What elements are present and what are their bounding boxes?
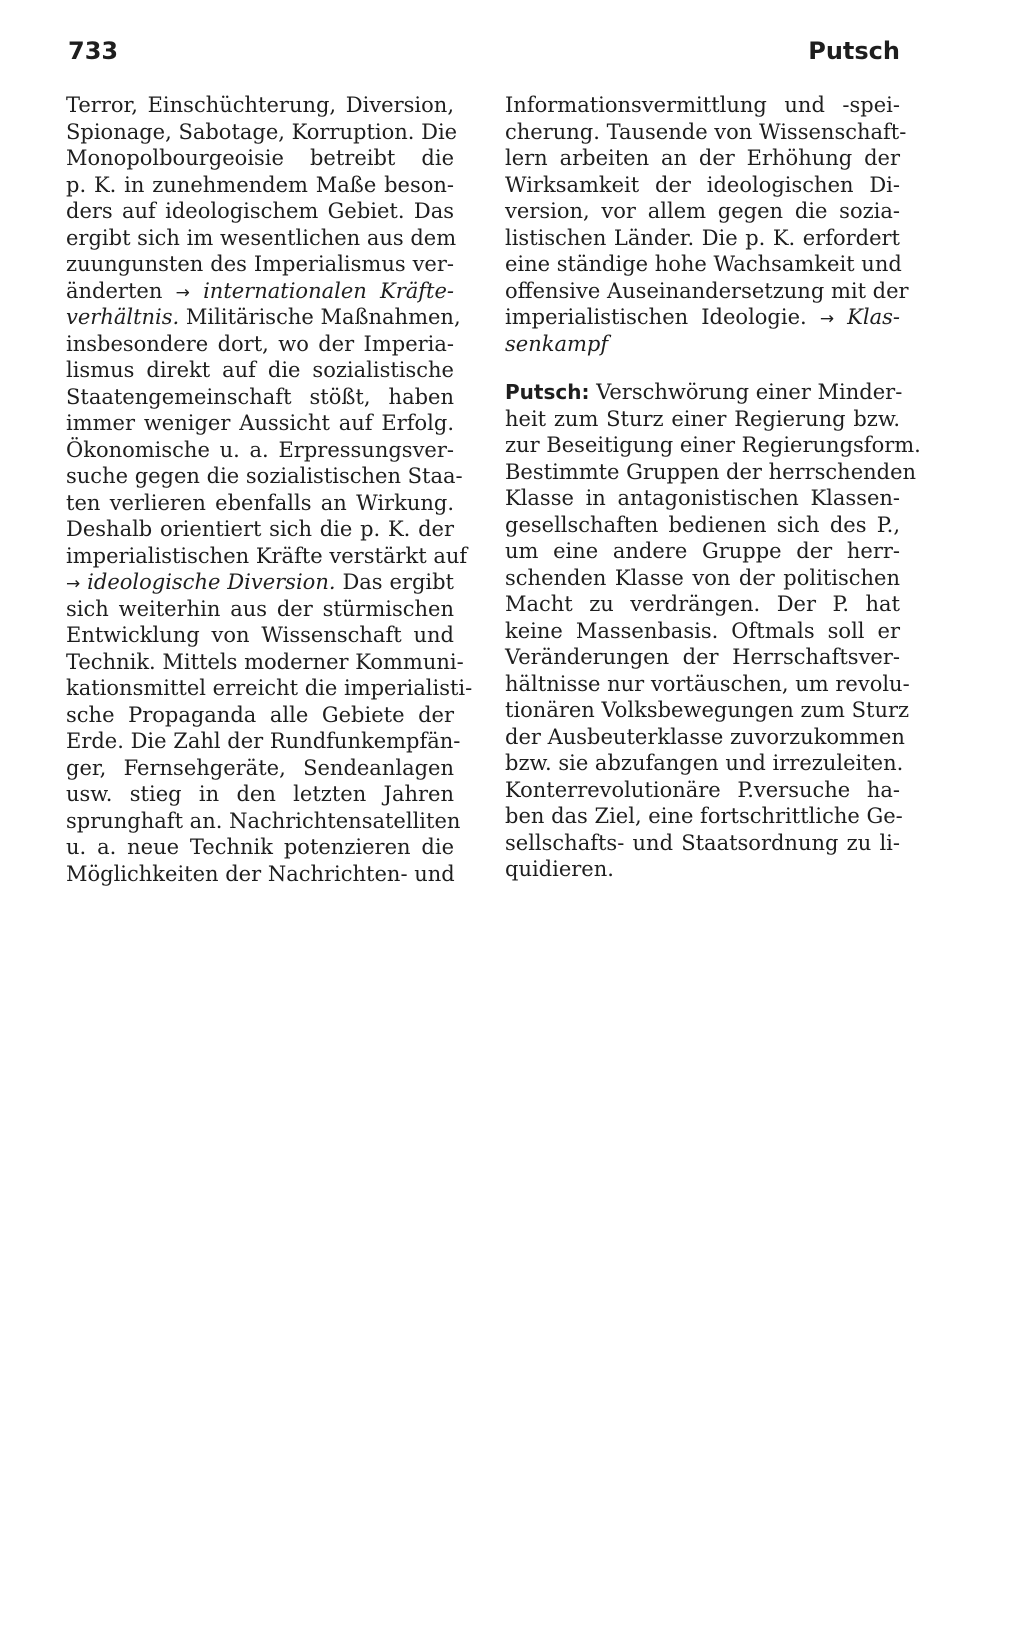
dictionary-entry-putsch (505, 379, 921, 883)
arrow-right-icon: → (66, 574, 81, 594)
text-line: gesellschaften bedienen sich des P., (505, 512, 900, 537)
text-line: ten verlieren ebenfalls an Wirkung. (66, 490, 454, 515)
text-line (66, 278, 454, 305)
text-line: Spionage, Sabotage, Korruption. Die (66, 119, 458, 144)
text-line: bzw. sie abzufangen und irrezuleiten. (505, 751, 904, 775)
text-line: u. a. neue Technik potenzieren die (66, 835, 454, 859)
text-line: Macht zu verdrängen. Der P. hat (505, 592, 900, 616)
text-line (505, 331, 900, 358)
arrow-right-icon: → (175, 282, 190, 303)
text-line: zuungunsten des Imperialismus ver- (66, 252, 454, 276)
text-line: lern arbeiten an der Erhöhung der (505, 146, 900, 170)
page-number: 733 (68, 37, 119, 65)
text-line: Terror, Einschüchterung, Diversion, (66, 93, 454, 117)
text-line: Entwicklung von Wissenschaft und (66, 623, 454, 647)
arrow-right-icon: → (819, 309, 835, 329)
text-line: Bestimmte Gruppen der herrschenden (505, 459, 917, 484)
text-line: listischen Länder. Die p. K. erfordert (505, 225, 900, 250)
entry-first-line (505, 379, 903, 406)
text-line: ergibt sich im wesentlichen aus dem (66, 225, 457, 250)
text-line: insbesondere dort, wo der Imperia- (66, 331, 454, 356)
text-line: ders auf ideologischem Gebiet. Das (66, 199, 454, 223)
text-line: heit zum Sturz einer Regierung bzw. (505, 406, 900, 431)
text-line: Möglichkeiten der Nachrichten- und (66, 861, 455, 886)
text-line: p. K. in zunehmendem Maße beson- (66, 172, 454, 197)
text-line: sche Propaganda alle Gebiete der (66, 702, 454, 727)
text-fragment: Verschwörung einer Minder- (596, 380, 903, 404)
text-line: cherung. Tausende von Wissenschaft- (505, 119, 907, 144)
text-fragment: Militärische Maßnahmen, (185, 305, 461, 329)
entry-lemma: Putsch: (505, 380, 590, 404)
running-head: Putsch (808, 37, 900, 65)
text-line: lismus direkt auf die sozialistische (66, 358, 454, 382)
text-line: Deshalb orientiert sich die p. K. der (66, 517, 454, 541)
right-column (505, 92, 921, 883)
text-line: keine Massenbasis. Oftmals soll er (505, 618, 900, 643)
text-line: version, vor allem gegen die sozia- (505, 199, 900, 223)
text-line: hältnisse nur vortäuschen, um revolu- (505, 671, 910, 696)
cross-reference-link[interactable]: ideologische Diversion. (87, 570, 336, 594)
text-line: ger, Fernsehgeräte, Sendeanlagen (66, 755, 454, 780)
text-fragment: änderten (66, 278, 163, 303)
text-line: schenden Klasse von der politischen (505, 565, 900, 590)
text-line: Staatengemeinschaft stößt, haben (66, 384, 454, 409)
text-line: quidieren. (505, 857, 614, 881)
text-line: sprunghaft an. Nachrichtensatelliten (66, 808, 461, 833)
text-line: Veränderungen der Herrschaftsver- (505, 645, 900, 669)
text-line: Erde. Die Zahl der Rundfunkempfän- (66, 729, 461, 753)
text-line: usw. stieg in den letzten Jahren (66, 782, 454, 806)
text-line: Technik. Mittels moderner Kommuni- (66, 649, 464, 674)
text-line: kationsmittel erreicht die imperialisti- (66, 676, 473, 700)
cross-reference-link[interactable]: verhältnis. (66, 305, 180, 329)
text-line (505, 304, 900, 331)
text-line: Konterrevolutionäre P.versuche ha- (505, 777, 900, 802)
text-line: imperialistischen Kräfte verstärkt auf (66, 543, 468, 568)
text-line: sich weiterhin aus der stürmischen (66, 596, 454, 621)
text-line: Wirksamkeit der ideologischen Di- (505, 172, 900, 197)
text-line: zur Beseitigung einer Regierungsform. (505, 433, 921, 457)
text-line: Monopolbourgeoisie betreibt die (66, 146, 454, 170)
text-line: eine ständige hohe Wachsamkeit und (505, 252, 902, 276)
text-line: tionären Volksbewegungen zum Sturz (505, 698, 910, 722)
text-fragment: Das ergibt (342, 570, 454, 594)
text-line: um eine andere Gruppe der herr- (505, 539, 900, 563)
text-line: suche gegen die sozialistischen Staa- (66, 464, 463, 488)
left-column (66, 92, 473, 887)
cross-reference-link[interactable]: senkampf (505, 331, 609, 356)
text-line: der Ausbeuterklasse zuvorzukommen (505, 724, 905, 749)
text-line: Klasse in antagonistischen Klassen- (505, 486, 900, 510)
cross-reference-link[interactable]: internationalen Kräfte- (203, 278, 454, 303)
text-line: Ökonomische u. a. Erpressungsver- (66, 437, 454, 462)
text-line: ben das Ziel, eine fortschrittliche Ge- (505, 804, 903, 828)
text-line: sellschafts- und Staatsordnung zu li- (505, 830, 900, 855)
text-line (66, 304, 461, 331)
text-line: immer weniger Aussicht auf Erfolg. (66, 411, 454, 435)
text-fragment: imperialistischen Ideologie. (505, 305, 807, 329)
text-line (66, 569, 454, 596)
cross-reference-link[interactable]: Klas- (847, 305, 900, 329)
entry-separator (505, 357, 900, 379)
text-line: offensive Auseinandersetzung mit der (505, 278, 909, 303)
text-line: Informationsvermittlung und -spei- (505, 93, 900, 117)
